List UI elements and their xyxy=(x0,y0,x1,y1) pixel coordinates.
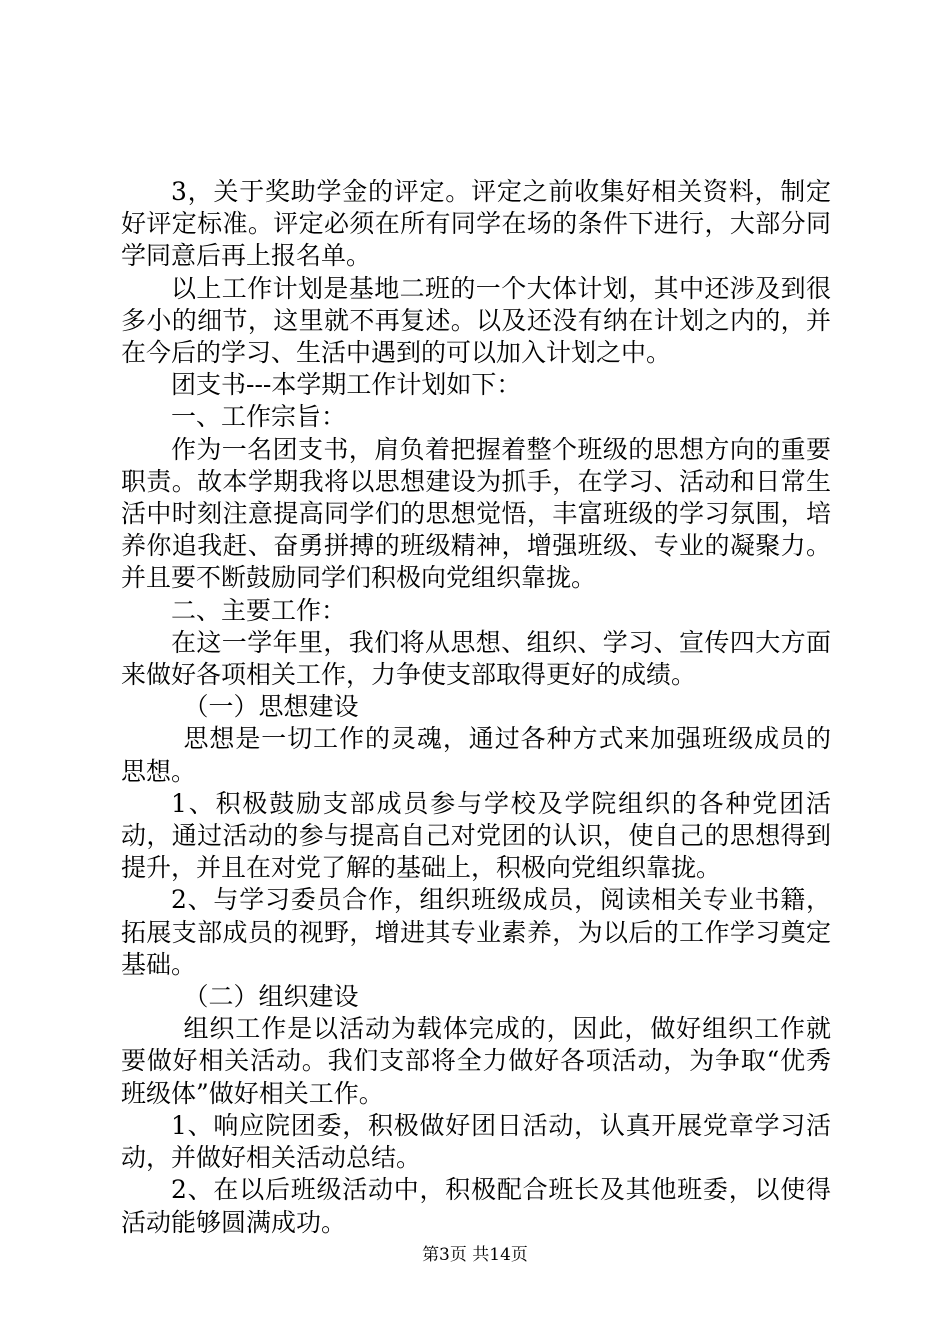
paragraph-organization-item-1: 1、响应院团委，积极做好团日活动，认真开展党章学习活动，并做好相关活动总结。 xyxy=(121,1110,831,1173)
paragraph-organization-item-2: 2、在以后班级活动中，积极配合班长及其他班委，以使得活动能够圆满成功。 xyxy=(121,1175,831,1237)
heading-ideology: （一）思想建设 xyxy=(183,692,359,722)
body-text xyxy=(121,176,831,1239)
paragraph-scholarship: 3，关于奖助学金的评定。评定之前收集好相关资料，制定好评定标准。评定必须在所有同学在场的条件下进行，大部分同学同意后再上报名单。 xyxy=(121,177,831,271)
paragraph-plan-summary: 以上工作计划是基地二班的一个大体计划，其中还涉及到很多小的细节，这里就不再复述。以及还没有纳在计划之内的，并在今后的学习、生活中遇到的可以加入计划之中。 xyxy=(121,273,831,368)
heading-work-purpose: 一、工作宗旨： xyxy=(171,402,347,432)
heading-organization: （二）组织建设 xyxy=(183,982,359,1012)
paragraph-ideology: 思想是一切工作的灵魂，通过各种方式来加强班级成员的思想。 xyxy=(121,724,831,786)
paragraph-ideology-item-1: 1、积极鼓励支部成员参与学校及学院组织的各种党团活动，通过活动的参与提高自己对党团的认识，使自己的思想得到提升，并且在对党了解的基础上，积极向党组织靠拢。 xyxy=(121,788,831,883)
paragraph-secretary-intro: 团支书---本学期工作计划如下： xyxy=(171,370,522,400)
paragraph-organization: 组织工作是以活动为载体完成的，因此，做好组织工作就要做好相关活动。我们支部将全力做好各项活动，为争取“优秀班级体”做好相关工作。 xyxy=(121,1014,831,1108)
paragraph-ideology-item-2: 2、与学习委员合作，组织班级成员，阅读相关专业书籍，拓展支部成员的视野，增进其专业素养，为以后的工作学习奠定基础。 xyxy=(121,885,831,979)
paragraph-main-work: 在这一学年里，我们将从思想、组织、学习、宣传四大方面来做好各项相关工作，力争使支部取得更好的成绩。 xyxy=(121,627,831,690)
paragraph-work-purpose: 作为一名团支书，肩负着把握着整个班级的思想方向的重要职责。故本学期我将以思想建设为抓手，在学习、活动和日常生活中时刻注意提高同学们的思想觉悟，丰富班级的学习氛围，培养你追我赶、奋勇拼搏的班级精神，增强班级、专业的凝聚力。并且要不断鼓励同学们积极向党组织靠拢。 xyxy=(121,434,831,593)
heading-main-work: 二、主要工作： xyxy=(171,595,347,625)
page-number: 第3页 共14页 xyxy=(422,1245,528,1265)
